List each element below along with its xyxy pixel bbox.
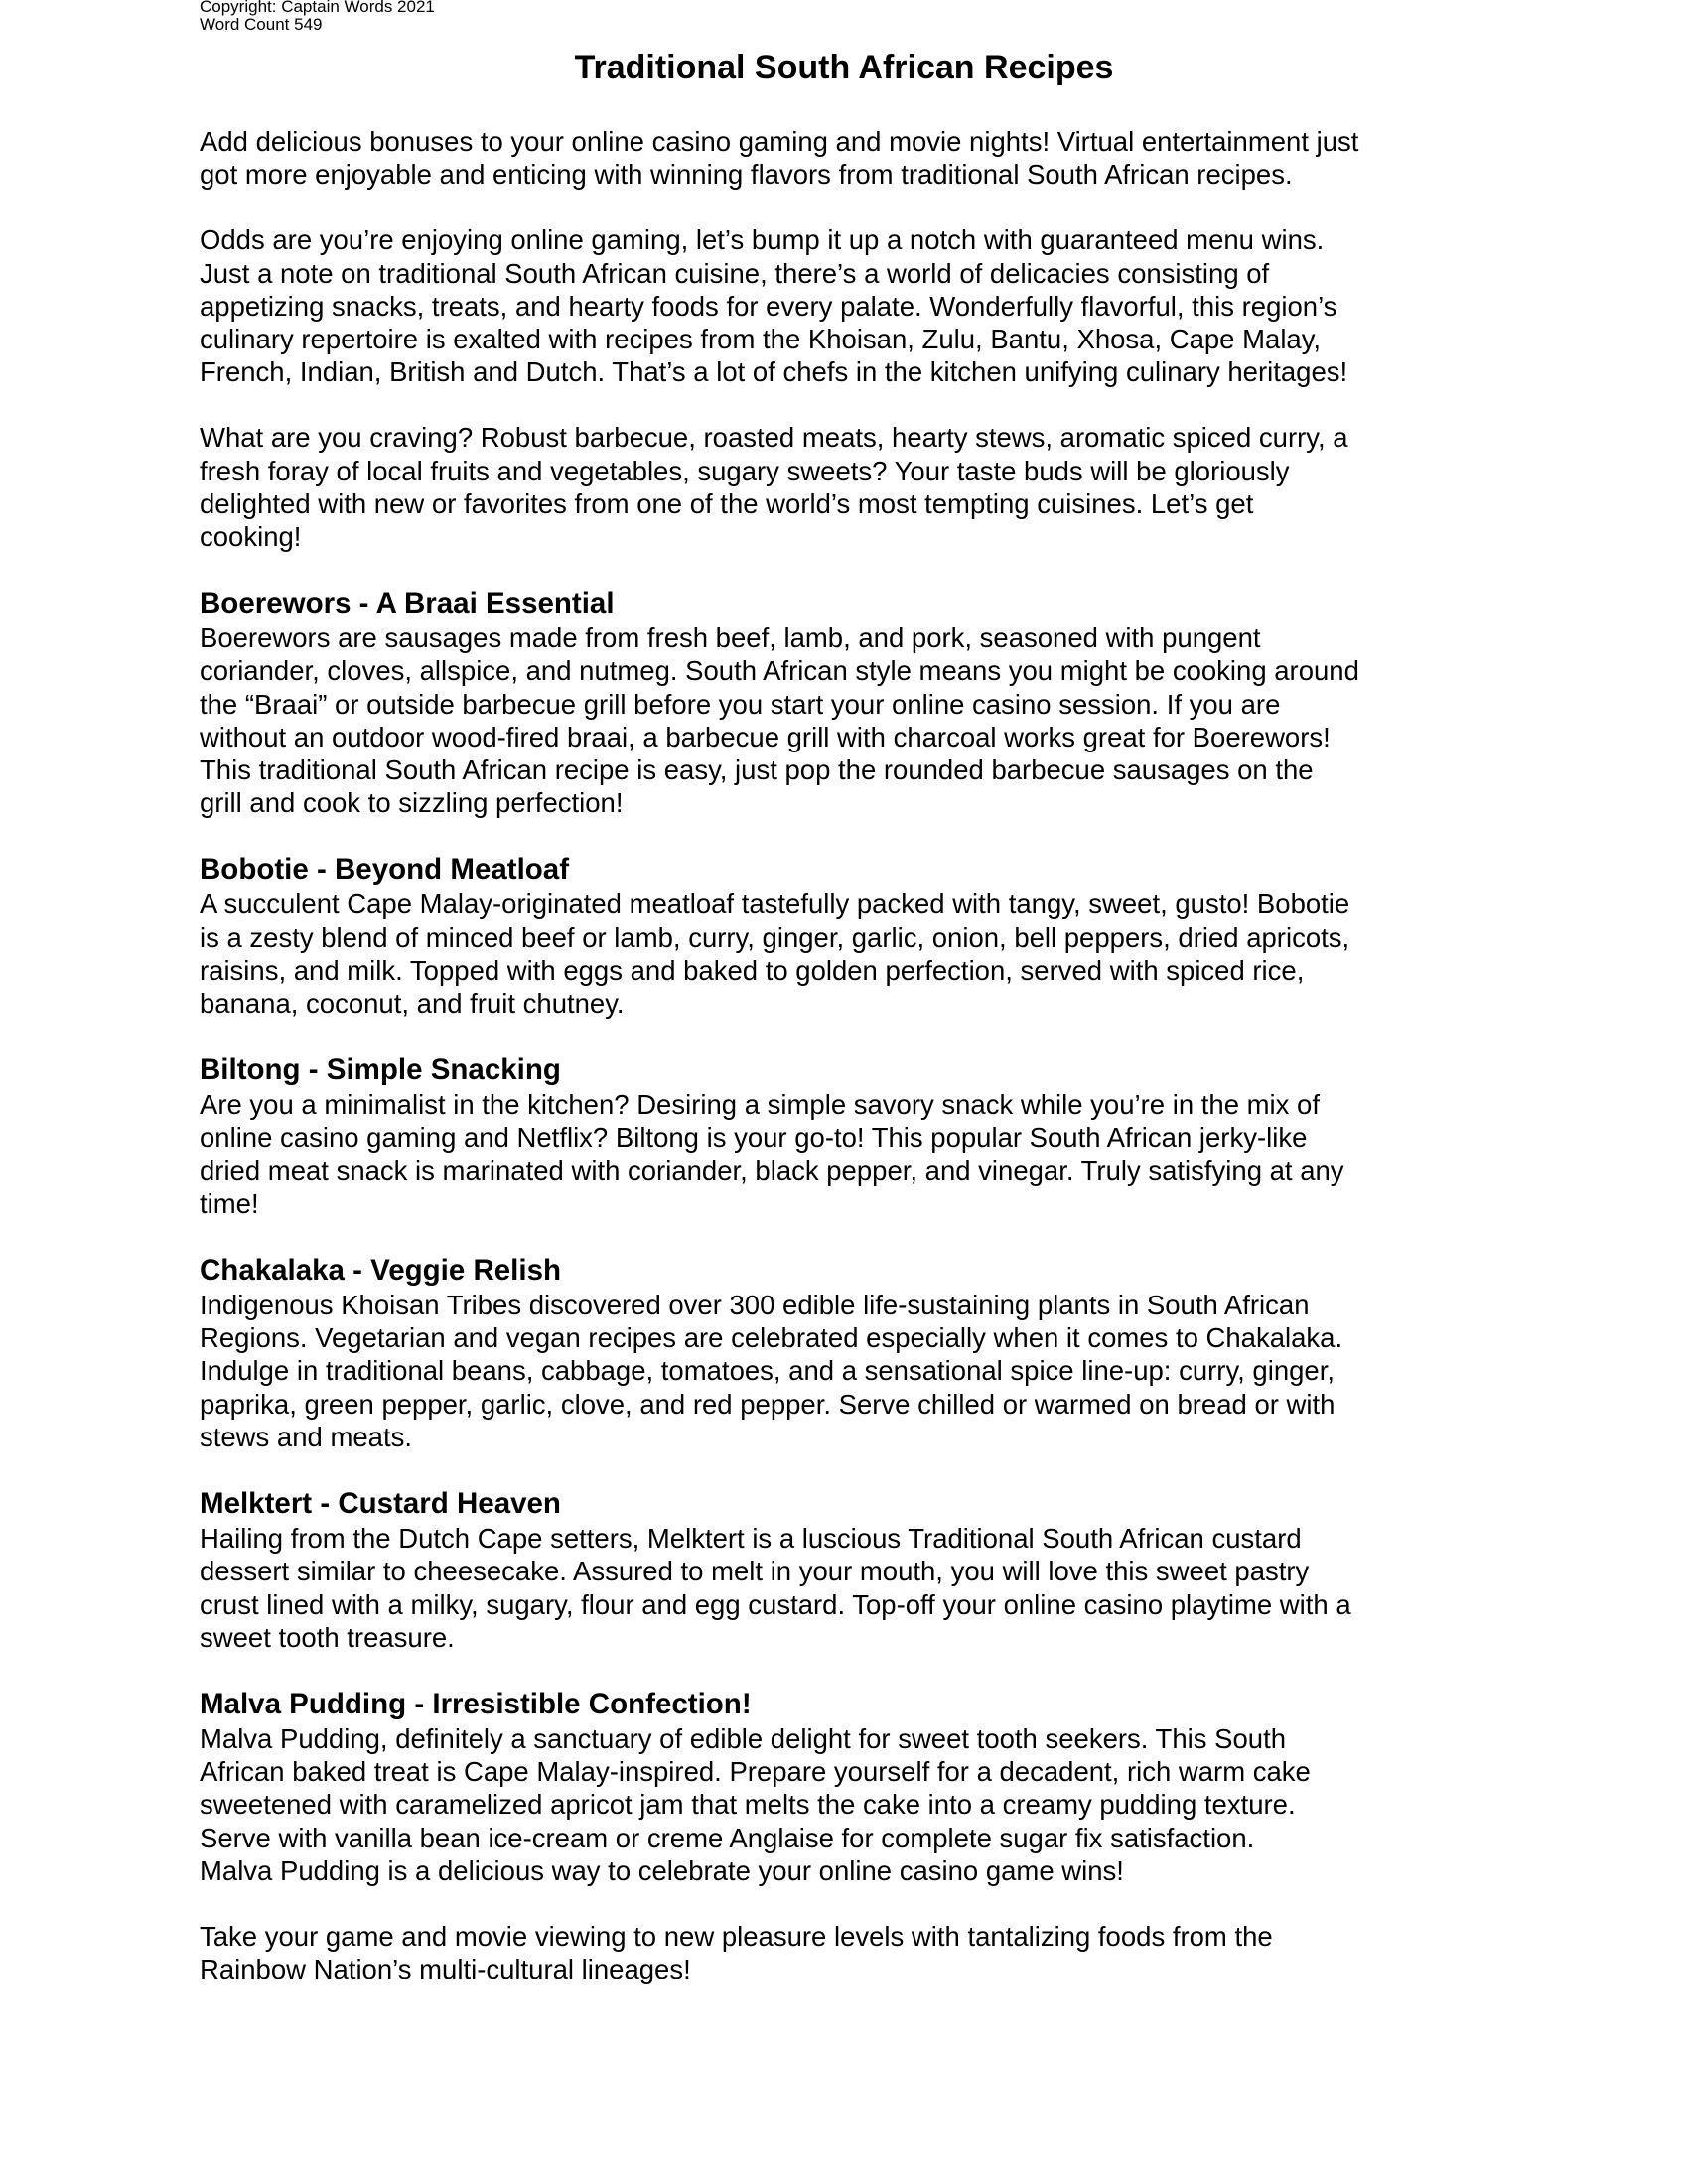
intro-paragraph xyxy=(200,421,1590,553)
text-line: delighted with new or favorites from one of the world’s most tempting cuisines. Let’s get xyxy=(200,487,1254,519)
text-line: online casino gaming and Netflix? Biltong is your go-to! This popular South African jerky-like xyxy=(200,1122,1308,1154)
intro-paragraph xyxy=(200,125,1590,191)
text-line: dessert similar to cheesecake. Assured to melt in your mouth, you will love this sweet pastry xyxy=(200,1556,1310,1587)
section-heading: Boerewors - A Braai Essential xyxy=(200,587,615,620)
text-line: paprika, green pepper, garlic, clove, and red pepper. Serve chilled or warmed on bread or with xyxy=(200,1388,1336,1420)
text-line: appetizing snacks, treats, and hearty foods for every palate. Wonderfully flavorful, this region’s xyxy=(200,290,1337,322)
copyright-notice: Copyright: Captain Words 2021 xyxy=(200,0,435,16)
text-line: Rainbow Nation’s multi-cultural lineages! xyxy=(200,1954,691,1985)
recipe-section-chakalaka xyxy=(200,1253,1590,1453)
text-line: French, Indian, British and Dutch. That’s a lot of chefs in the kitchen unifying culinary heritages! xyxy=(200,356,1348,388)
text-line: dried meat snack is marinated with coriander, black pepper, and vinegar. Truly satisfying at any xyxy=(200,1155,1344,1186)
section-paragraph xyxy=(200,1289,1590,1453)
text-line: fresh foray of local fruits and vegetables, sugary sweets? Your taste buds will be gloriously xyxy=(200,455,1290,486)
recipe-section-boerewors xyxy=(200,586,1590,819)
text-line: is a zesty blend of minced beef or lamb, curry, ginger, garlic, onion, bell peppers, dried apricots, xyxy=(200,921,1350,953)
text-line: banana, coconut, and fruit chutney. xyxy=(200,988,625,1020)
text-line: Indulge in traditional beans, cabbage, tomatoes, and a sensational spice line-up: curry, ginger, xyxy=(200,1355,1335,1387)
text-line: grill and cook to sizzling perfection! xyxy=(200,787,624,819)
text-line: without an outdoor wood-fired braai, a barbecue grill with charcoal works great for Boerewors! xyxy=(200,721,1331,752)
text-line: raisins, and milk. Topped with eggs and baked to golden perfection, served with spiced rice, xyxy=(200,954,1305,986)
text-line: Malva Pudding is a delicious way to celebrate your online casino game wins! xyxy=(200,1854,1124,1886)
section-heading: Malva Pudding - Irresistible Confection! xyxy=(200,1687,752,1720)
text-line: Regions. Vegetarian and vegan recipes are celebrated especially when it comes to Chakalaka. xyxy=(200,1322,1343,1354)
recipe-section-biltong xyxy=(200,1052,1590,1220)
text-line: sweetened with caramelized apricot jam that melts the cake into a creamy pudding texture. xyxy=(200,1789,1296,1821)
text-line: coriander, cloves, allspice, and nutmeg. South African style means you might be cooking around xyxy=(200,655,1359,687)
recipe-section-melktert xyxy=(200,1486,1590,1654)
document-title: Traditional South African Recipes xyxy=(574,49,1114,86)
intro-paragraph xyxy=(200,223,1590,388)
text-line: Are you a minimalist in the kitchen? Desiring a simple savory snack while you’re in the mix of xyxy=(200,1089,1320,1121)
text-line: cooking! xyxy=(200,521,302,553)
text-line: got more enjoyable and enticing with winning flavors from traditional South African recipes. xyxy=(200,159,1293,191)
section-heading: Chakalaka - Veggie Relish xyxy=(200,1254,561,1288)
text-line: the “Braai” or outside barbecue grill before you start your online casino session. If you are xyxy=(200,688,1281,720)
section-heading: Biltong - Simple Snacking xyxy=(200,1053,561,1087)
section-heading: Melktert - Custard Heaven xyxy=(200,1487,561,1521)
closing-paragraph xyxy=(200,1920,1590,1985)
section-paragraph xyxy=(200,621,1590,819)
text-line: Boerewors are sausages made from fresh beef, lamb, and pork, seasoned with pungent xyxy=(200,622,1261,654)
text-line: Serve with vanilla bean ice-cream or creme Anglaise for complete sugar fix satisfaction. xyxy=(200,1822,1255,1853)
text-line: A succulent Cape Malay-originated meatloaf tastefully packed with tangy, sweet, gusto! Bobotie xyxy=(200,888,1350,920)
section-heading: Bobotie - Beyond Meatloaf xyxy=(200,853,570,887)
text-line: crust lined with a milky, sugary, flour and egg custard. Top-off your online casino playtime with a xyxy=(200,1588,1351,1620)
section-paragraph xyxy=(200,887,1590,1020)
text-line: sweet tooth treasure. xyxy=(200,1621,455,1653)
text-line: What are you craving? Robust barbecue, roasted meats, hearty stews, aromatic spiced curry, a xyxy=(200,422,1348,454)
text-line: This traditional South African recipe is easy, just pop the rounded barbecue sausages on the xyxy=(200,754,1314,786)
word-count: Word Count 549 xyxy=(200,15,323,34)
text-line: Malva Pudding, definitely a sanctuary of edible delight for sweet tooth seekers. This South xyxy=(200,1722,1287,1754)
recipe-section-bobotie xyxy=(200,852,1590,1020)
text-line: culinary repertoire is exalted with recipes from the Khoisan, Zulu, Bantu, Xhosa, Cape Malay, xyxy=(200,324,1322,355)
text-line: Add delicious bonuses to your online casino gaming and movie nights! Virtual entertainment just xyxy=(200,126,1359,157)
recipe-section-malva-pudding xyxy=(200,1687,1590,1887)
document-body xyxy=(200,125,1590,1985)
section-paragraph xyxy=(200,1522,1590,1654)
section-paragraph xyxy=(200,1088,1590,1220)
text-line: Indigenous Khoisan Tribes discovered over 300 edible life-sustaining plants in South African xyxy=(200,1290,1310,1321)
text-line: stews and meats. xyxy=(200,1421,412,1452)
text-line: time! xyxy=(200,1187,259,1219)
text-line: Take your game and movie viewing to new pleasure levels with tantalizing foods from the xyxy=(200,1920,1273,1952)
text-line: Odds are you’re enjoying online gaming, let’s bump it up a notch with guaranteed menu wins. xyxy=(200,224,1325,256)
text-line: African baked treat is Cape Malay-inspired. Prepare yourself for a decadent, rich warm cake xyxy=(200,1756,1311,1788)
section-paragraph xyxy=(200,1722,1590,1887)
text-line: Just a note on traditional South African cuisine, there’s a world of delicacies consisting of xyxy=(200,257,1270,289)
text-line: Hailing from the Dutch Cape setters, Melktert is a luscious Traditional South African custard xyxy=(200,1523,1302,1555)
document-meta xyxy=(200,0,435,34)
